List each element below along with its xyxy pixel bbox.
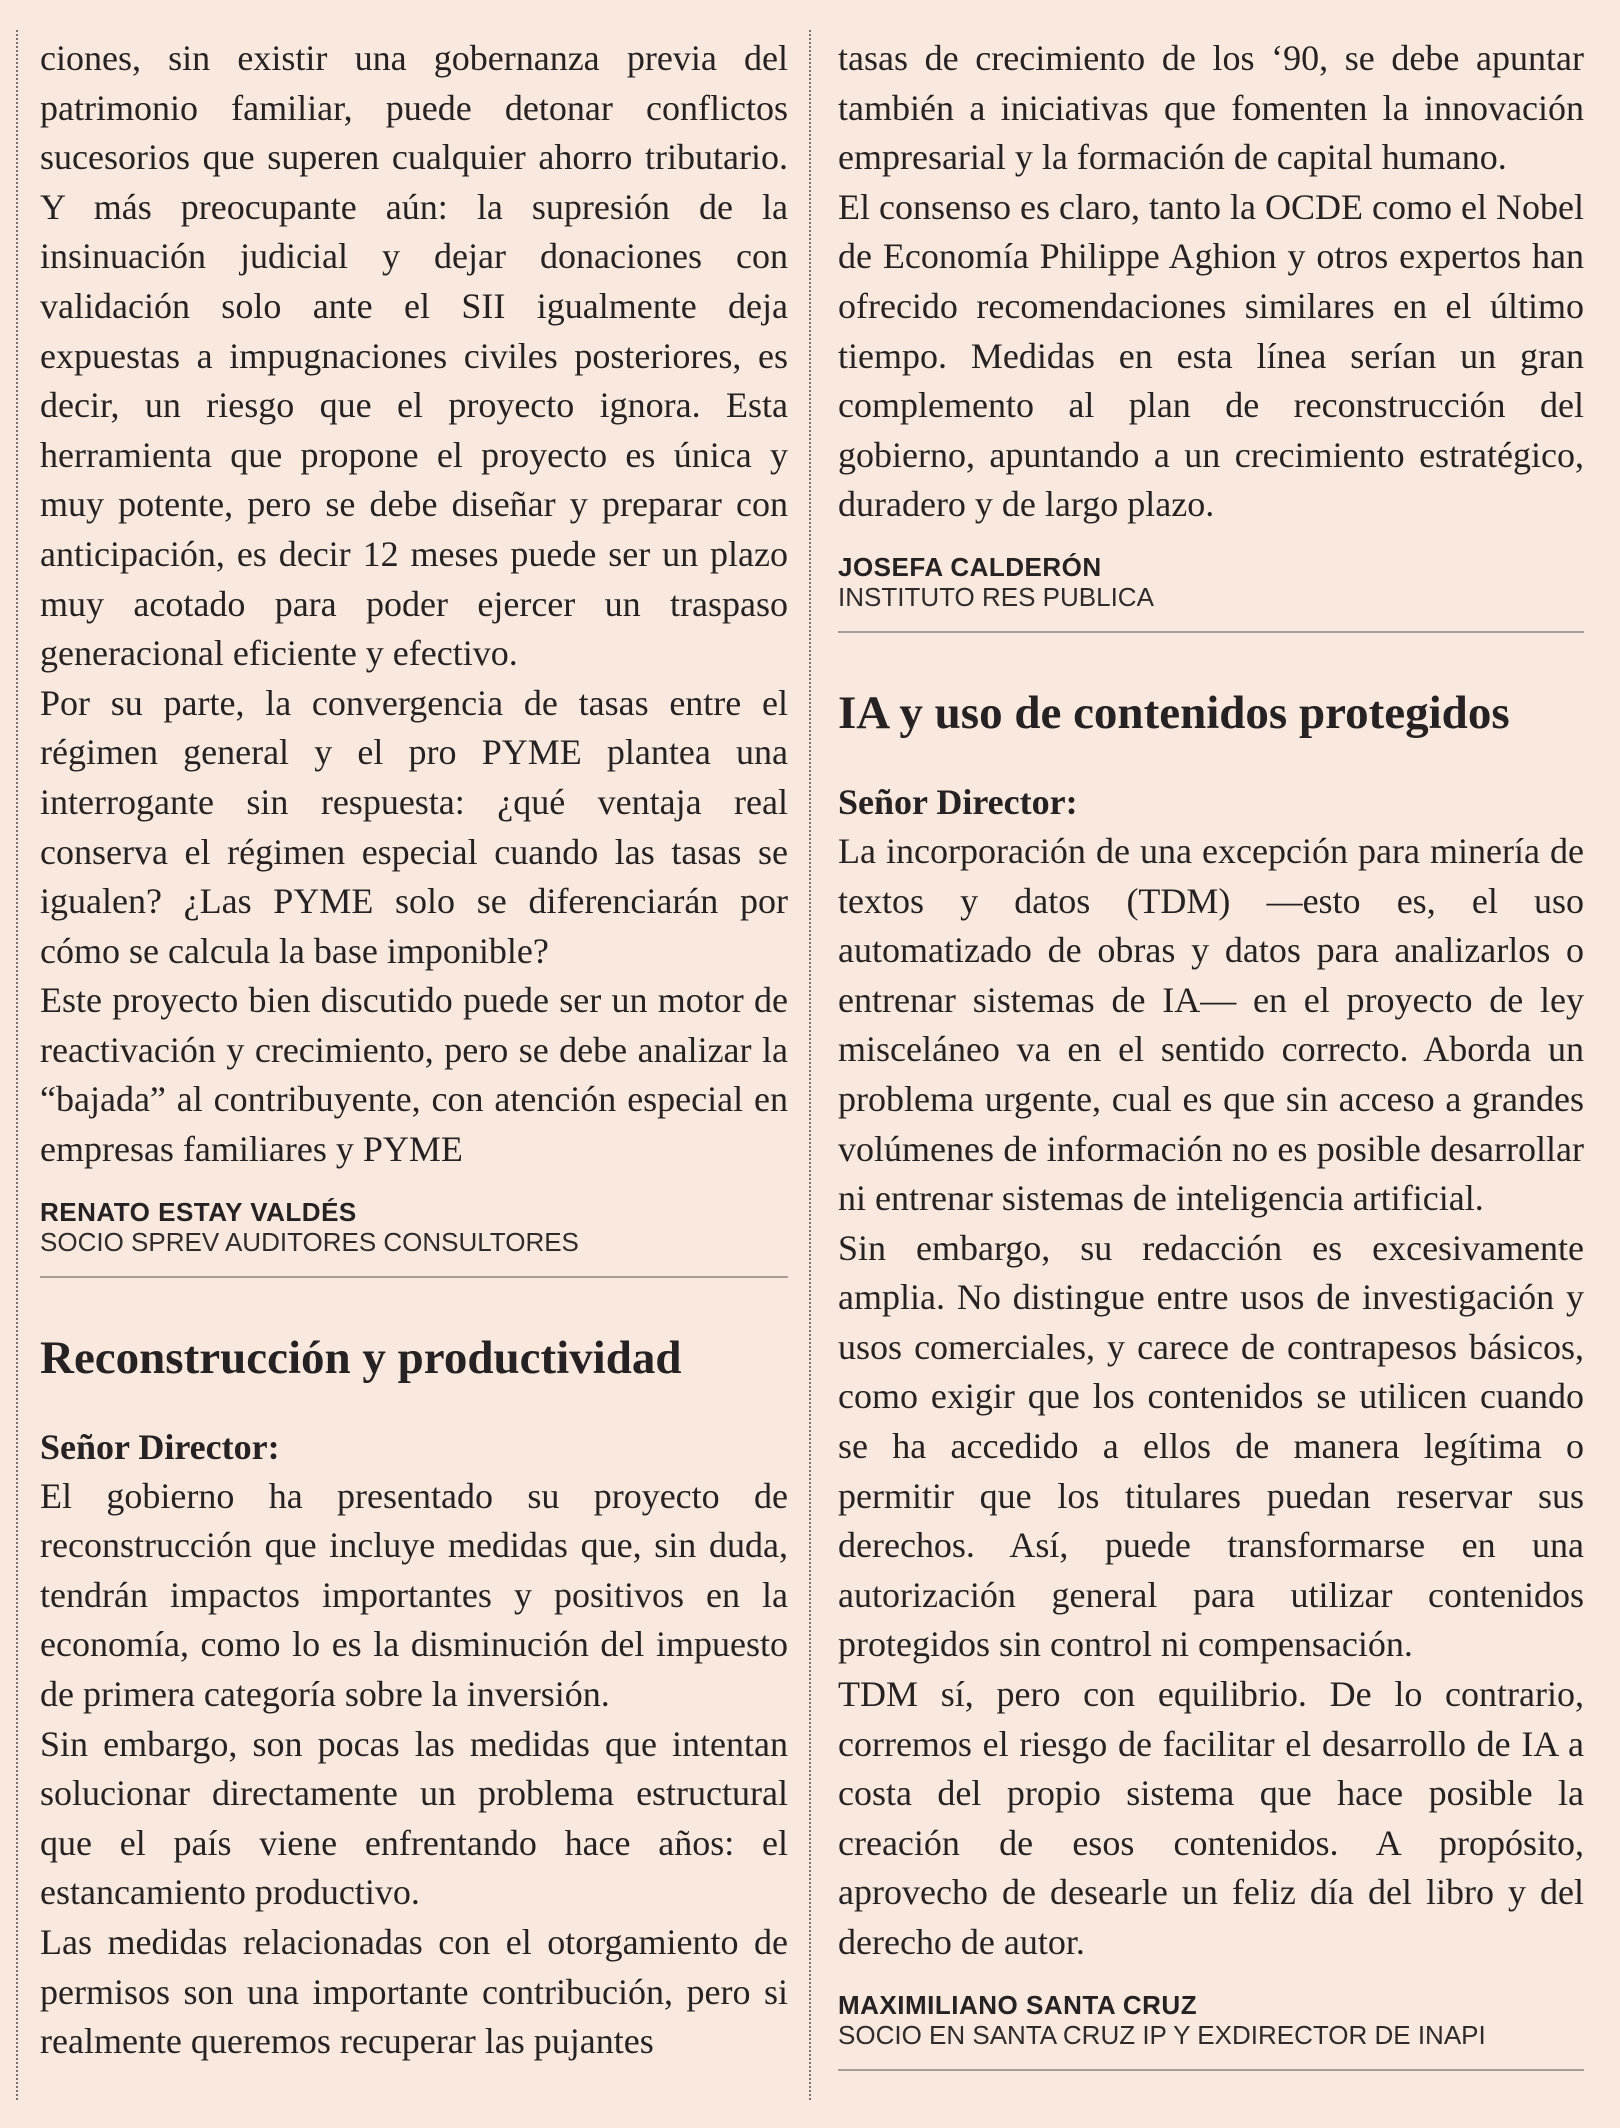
signature-block <box>838 1990 1584 2051</box>
body-paragraph: El gobierno ha presentado su proyecto de reconstrucción que incluye medidas que, sin duda, tendrán impactos importantes y positivos en la economía, como lo es la disminución del impuesto de primera categoría sobre la inversión. <box>40 1475 788 1715</box>
author-name: JOSEFA CALDERÓN <box>838 551 1102 582</box>
body-paragraph: Por su parte, la convergencia de tasas entre el régimen general y el pro PYME plantea una interrogante sin respuesta: ¿qué ventaja real conserva el régimen especial cuando las tasas se igualen? ¿Las PYME solo se diferenciarán por cómo se calcula la base imponible? <box>40 682 788 971</box>
letter-headline: Reconstrucción y productividad <box>40 1331 682 1384</box>
body-paragraph: ciones, sin existir una gobernanza previa del patrimonio familiar, puede detonar conflictos sucesorios que superen cualquier ahorro tributario. Y más preocupante aún: la supresión de la insinuación judicial y dejar donaciones con validación solo ante el SII igualmente deja expuestas a impugnaciones civiles posteriores, es decir, un riesgo que el proyecto ignora. Esta herramienta que propone el proyecto es única y muy potente, pero se debe diseñar y preparar con anticipación, es decir 12 meses puede ser un plazo muy acotado para poder ejercer un traspaso generacional eficiente y efectivo. <box>40 38 788 674</box>
body-paragraph: Sin embargo, son pocas las medidas que intentan solucionar directamente un problema estructural que el país viene enfrentando hace años: el estancamiento productivo. <box>40 1723 788 1913</box>
signature-block <box>40 1197 788 1258</box>
author-name: RENATO ESTAY VALDÉS <box>40 1196 357 1227</box>
author-role: SOCIO EN SANTA CRUZ IP Y EXDIRECTOR DE INAPI <box>838 2019 1486 2050</box>
body-paragraph: El consenso es claro, tanto la OCDE como el Nobel de Economía Philippe Aghion y otros expertos han ofrecido recomendaciones similares en el último tiempo. Medidas en esta línea serían un gran complemento al plan de reconstrucción del gobierno, apuntando a un crecimiento estratégico, duradero y de largo plazo. <box>838 186 1584 525</box>
signature-block <box>838 552 1584 613</box>
letter-headline: IA y uso de contenidos protegidos <box>838 686 1510 739</box>
body-paragraph: Este proyecto bien discutido puede ser un motor de reactivación y crecimiento, pero se debe analizar la “bajada” al contribuyente, con atención especial en empresas familiares y PYME <box>40 980 788 1170</box>
letter-salutation: Señor Director: <box>838 781 1078 822</box>
left-column <box>40 34 788 2067</box>
section-divider <box>40 1276 788 1278</box>
section-divider <box>838 2069 1584 2071</box>
center-column-dotted-rule <box>809 30 811 2100</box>
body-paragraph: Sin embargo, su redacción es excesivamente amplia. No distingue entre usos de investigación y usos comerciales, y carece de contrapesos básicos, como exigir que los contenidos se utilicen cuando se ha accedido a ellos de manera legítima o permitir que los titulares puedan reservar sus derechos. Así, puede transformarse en una autorización general para utilizar contenidos protegidos sin control ni compensación. <box>838 1227 1584 1665</box>
section-divider <box>838 631 1584 633</box>
author-role: SOCIO SPREV AUDITORES CONSULTORES <box>40 1226 579 1257</box>
left-column-dotted-rule <box>16 30 18 2100</box>
body-paragraph: La incorporación de una excepción para minería de textos y datos (TDM) —esto es, el uso automatizado de obras y datos para analizarlos o entrenar sistemas de IA— en el proyecto de ley misceláneo va en el sentido correcto. Aborda un problema urgente, cual es que sin acceso a grandes volúmenes de información no es posible desarrollar ni entrenar sistemas de inteligencia artificial. <box>838 830 1584 1219</box>
author-name: MAXIMILIANO SANTA CRUZ <box>838 1989 1198 2020</box>
body-paragraph: TDM sí, pero con equilibrio. De lo contrario, corremos el riesgo de facilitar el desarrollo de IA a costa del propio sistema que hace posible la creación de esos contenidos. A propósito, aprovecho de desearle un feliz día del libro y del derecho de autor. <box>838 1674 1584 1962</box>
body-paragraph: tasas de crecimiento de los ‘90, se debe apuntar también a iniciativas que fomenten la innovación empresarial y la formación de capital humano. <box>838 38 1584 178</box>
author-role: INSTITUTO RES PUBLICA <box>838 581 1154 612</box>
body-paragraph: Las medidas relacionadas con el otorgamiento de permisos son una importante contribución, pero si realmente queremos recuperar las pujantes <box>40 1922 788 2062</box>
right-column <box>838 34 1584 2071</box>
letter-salutation: Señor Director: <box>40 1426 280 1467</box>
